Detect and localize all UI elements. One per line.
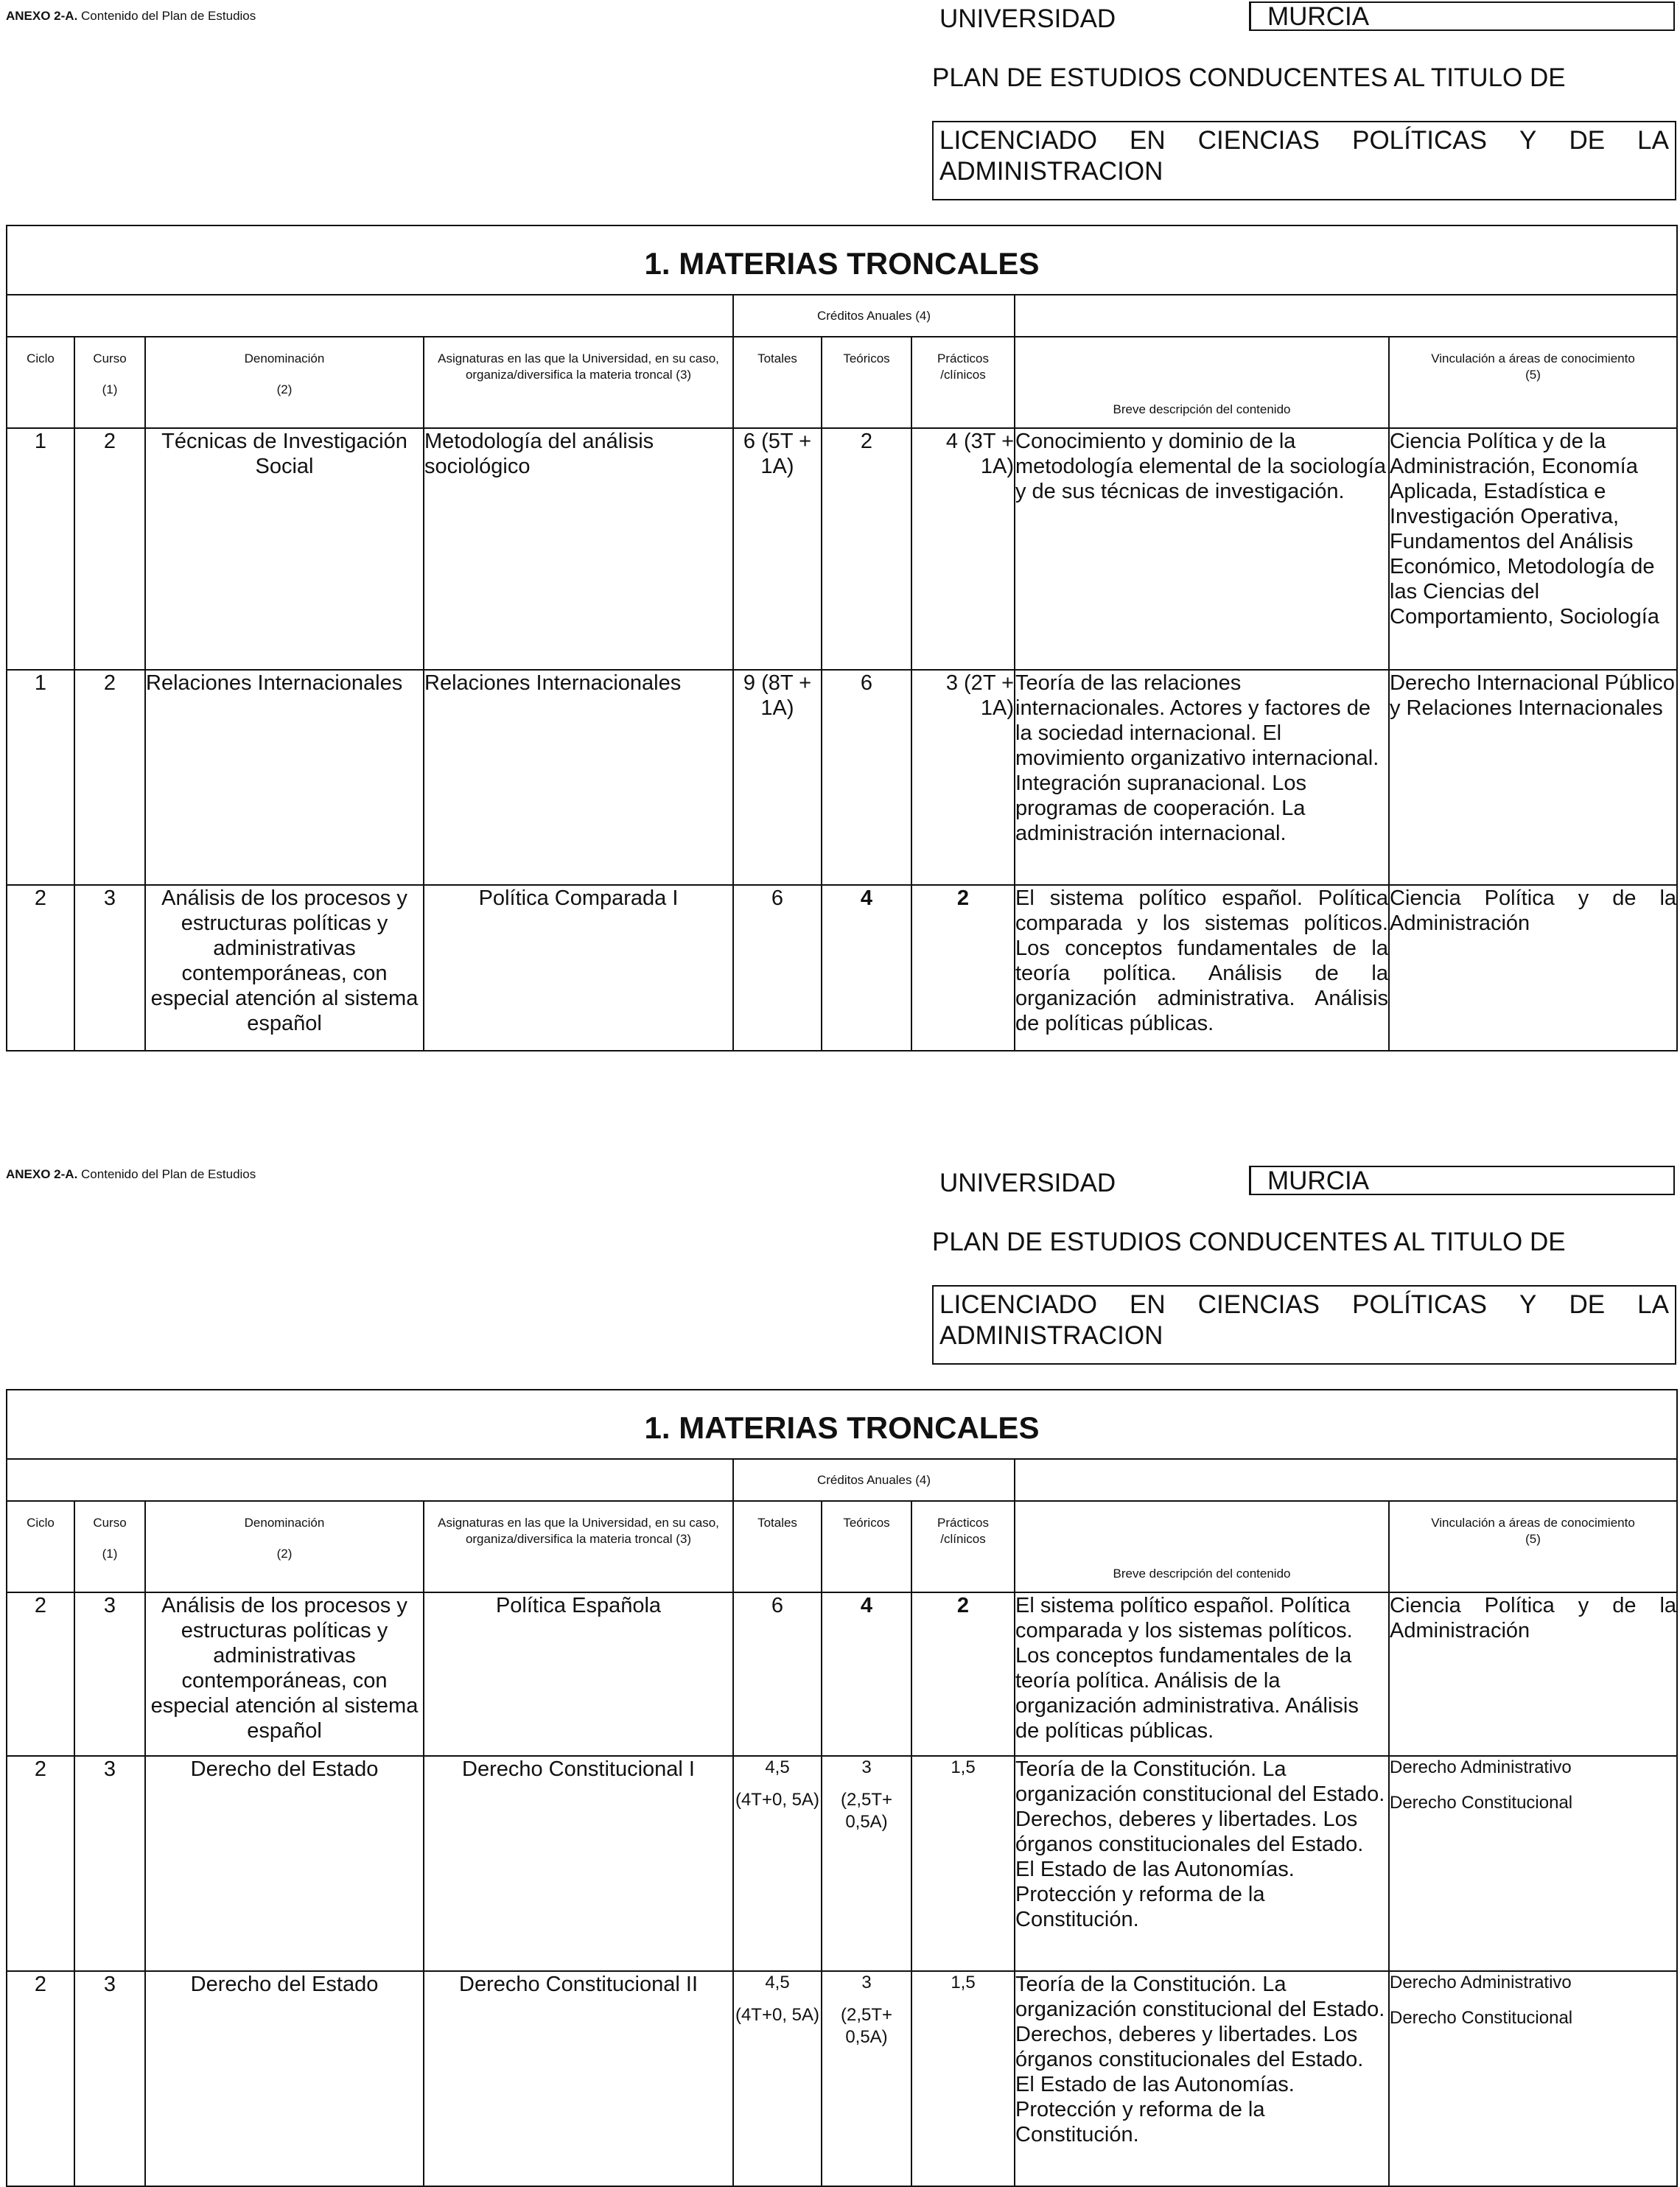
- vinculacion-cell: Derecho Internacional Público y Relaciones Internacionales: [1389, 670, 1677, 885]
- totales-cell: 4,5 (4T+0, 5A): [733, 1971, 822, 2186]
- totales-cell: 4,5 (4T+0, 5A): [733, 1756, 822, 1971]
- university-value: MURCIA: [1249, 1166, 1675, 1195]
- denominacion-cell: Técnicas de Investigación Social: [145, 428, 424, 670]
- asignatura-cell: Derecho Constitucional I: [424, 1756, 733, 1971]
- asignatura-cell: Política Española: [424, 1592, 733, 1756]
- asignatura-cell: Relaciones Internacionales: [424, 670, 733, 885]
- totales-cell: 6: [733, 1592, 822, 1756]
- ciclo-cell: 1: [7, 428, 74, 670]
- curso-cell: 3: [74, 1971, 145, 2186]
- ciclo-cell: 1: [7, 670, 74, 885]
- ciclo-cell: 2: [7, 885, 74, 1051]
- table-title: 1. MATERIAS TRONCALES: [7, 225, 1677, 295]
- annex-label: ANEXO 2-A. Contenido del Plan de Estudios: [6, 9, 256, 23]
- col-asignaturas: Asignaturas en las que la Universidad, en su caso, organiza/diversifica la materia troncal (3): [424, 337, 733, 428]
- plan-title: PLAN DE ESTUDIOS CONDUCENTES AL TITULO DE: [932, 63, 1566, 92]
- col-vinculacion: Vinculación a áreas de conocimiento (5): [1389, 337, 1677, 428]
- university-value: MURCIA: [1249, 1, 1675, 31]
- col-curso: Curso (1): [74, 1501, 145, 1592]
- curso-cell: 3: [74, 1756, 145, 1971]
- denominacion-cell: Derecho del Estado: [145, 1756, 424, 1971]
- ciclo-cell: 2: [7, 1592, 74, 1756]
- troncales-table: [6, 1389, 1678, 2187]
- denominacion-cell: Análisis de los procesos y estructuras políticas y administrativas contemporáneas, con especial atención al sistema español: [145, 885, 424, 1051]
- teoricos-cell: 4: [822, 1592, 911, 1756]
- asignatura-cell: Política Comparada I: [424, 885, 733, 1051]
- totales-cell: 9 (8T + 1A): [733, 670, 822, 885]
- table-title: 1. MATERIAS TRONCALES: [7, 1390, 1677, 1459]
- ciclo-cell: 2: [7, 1971, 74, 2186]
- annex-label: ANEXO 2-A. Contenido del Plan de Estudios: [6, 1167, 256, 1181]
- plan-title: PLAN DE ESTUDIOS CONDUCENTES AL TITULO DE: [932, 1228, 1566, 1256]
- table-row: [7, 428, 1677, 670]
- practicos-cell: 1,5: [911, 1756, 1015, 1971]
- credits-header: Créditos Anuales (4): [733, 295, 1015, 337]
- vinculacion-cell: Ciencia Política y de la Administración: [1389, 885, 1677, 1051]
- column-header-row: [7, 337, 1677, 428]
- ciclo-cell: 2: [7, 1756, 74, 1971]
- asignatura-cell: Metodología del análisis sociológico: [424, 428, 733, 670]
- col-totales: Totales: [733, 1501, 822, 1592]
- degree-box: LICENCIADO EN CIENCIAS POLÍTICAS Y DE LA ADMINISTRACION: [932, 121, 1676, 200]
- denominacion-cell: Relaciones Internacionales: [145, 670, 424, 885]
- table-row: [7, 885, 1677, 1051]
- col-ciclo: Ciclo: [7, 1501, 74, 1592]
- practicos-cell: 3 (2T + 1A): [911, 670, 1015, 885]
- vinculacion-cell: Derecho Administrativo Derecho Constitucional: [1389, 1971, 1677, 2186]
- university-label: UNIVERSIDAD: [939, 4, 1116, 33]
- col-totales: Totales: [733, 337, 822, 428]
- col-breve: Breve descripción del contenido: [1015, 337, 1389, 428]
- col-teoricos: Teóricos: [822, 337, 911, 428]
- asignatura-cell: Derecho Constitucional II: [424, 1971, 733, 2186]
- troncales-table: [6, 225, 1678, 1051]
- col-denominacion: Denominación (2): [145, 337, 424, 428]
- col-asignaturas: Asignaturas en las que la Universidad, en su caso, organiza/diversifica la materia troncal (3): [424, 1501, 733, 1592]
- teoricos-cell: 6: [822, 670, 911, 885]
- denominacion-cell: Derecho del Estado: [145, 1971, 424, 2186]
- table-row: [7, 1756, 1677, 1971]
- denominacion-cell: Análisis de los procesos y estructuras políticas y administrativas contemporáneas, con especial atención al sistema español: [145, 1592, 424, 1756]
- curso-cell: 3: [74, 885, 145, 1051]
- descripcion-cell: El sistema político español. Política comparada y los sistemas políticos. Los conceptos fundamentales de la teoría política. Análisis de la organización administrativa. Análisis de políticas públicas.: [1015, 885, 1389, 1051]
- curso-cell: 2: [74, 428, 145, 670]
- table-row: [7, 1971, 1677, 2186]
- university-label: UNIVERSIDAD: [939, 1169, 1116, 1197]
- descripcion-cell: Teoría de la Constitución. La organización constitucional del Estado. Derechos, deberes y libertades. Los órganos constitucionales del Estado. El Estado de las Autonomías. Protección y reforma de la Constitución.: [1015, 1971, 1389, 2186]
- practicos-cell: 1,5: [911, 1971, 1015, 2186]
- table-row: [7, 1592, 1677, 1756]
- teoricos-cell: 3 (2,5T+ 0,5A): [822, 1756, 911, 1971]
- curso-cell: 2: [74, 670, 145, 885]
- col-breve: Breve descripción del contenido: [1015, 1501, 1389, 1592]
- credits-header: Créditos Anuales (4): [733, 1459, 1015, 1501]
- descripcion-cell: Conocimiento y dominio de la metodología elemental de la sociología y de sus técnicas de investigación.: [1015, 428, 1389, 670]
- teoricos-cell: 2: [822, 428, 911, 670]
- col-denominacion: Denominación (2): [145, 1501, 424, 1592]
- column-header-row: [7, 1501, 1677, 1592]
- col-practicos: Prácticos /clínicos: [911, 337, 1015, 428]
- teoricos-cell: 4: [822, 885, 911, 1051]
- totales-cell: 6 (5T + 1A): [733, 428, 822, 670]
- descripcion-cell: Teoría de la Constitución. La organización constitucional del Estado. Derechos, deberes y libertades. Los órganos constitucionales del Estado. El Estado de las Autonomías. Protección y reforma de la Constitución.: [1015, 1756, 1389, 1971]
- col-practicos: Prácticos /clínicos: [911, 1501, 1015, 1592]
- practicos-cell: 2: [911, 885, 1015, 1051]
- descripcion-cell: Teoría de las relaciones internacionales. Actores y factores de la sociedad internacional. El movimiento organizativo internacional. Integración supranacional. Los programas de cooperación. La administración internacional.: [1015, 670, 1389, 885]
- descripcion-cell: El sistema político español. Política comparada y los sistemas políticos. Los conceptos fundamentales de la teoría política. Análisis de la organización administrativa. Análisis de políticas públicas.: [1015, 1592, 1389, 1756]
- col-ciclo: Ciclo: [7, 337, 74, 428]
- practicos-cell: 4 (3T + 1A): [911, 428, 1015, 670]
- practicos-cell: 2: [911, 1592, 1015, 1756]
- degree-box: LICENCIADO EN CIENCIAS POLÍTICAS Y DE LA ADMINISTRACION: [932, 1285, 1676, 1365]
- vinculacion-cell: Derecho Administrativo Derecho Constitucional: [1389, 1756, 1677, 1971]
- vinculacion-cell: Ciencia Política y de la Administración: [1389, 1592, 1677, 1756]
- vinculacion-cell: Ciencia Política y de la Administración, Economía Aplicada, Estadística e Investigación Operativa, Fundamentos del Análisis Económico, Metodología de las Ciencias del Comportamiento, Sociología: [1389, 428, 1677, 670]
- col-vinculacion: Vinculación a áreas de conocimiento (5): [1389, 1501, 1677, 1592]
- teoricos-cell: 3 (2,5T+ 0,5A): [822, 1971, 911, 2186]
- col-teoricos: Teóricos: [822, 1501, 911, 1592]
- table-row: [7, 670, 1677, 885]
- curso-cell: 3: [74, 1592, 145, 1756]
- col-curso: Curso (1): [74, 337, 145, 428]
- totales-cell: 6: [733, 885, 822, 1051]
